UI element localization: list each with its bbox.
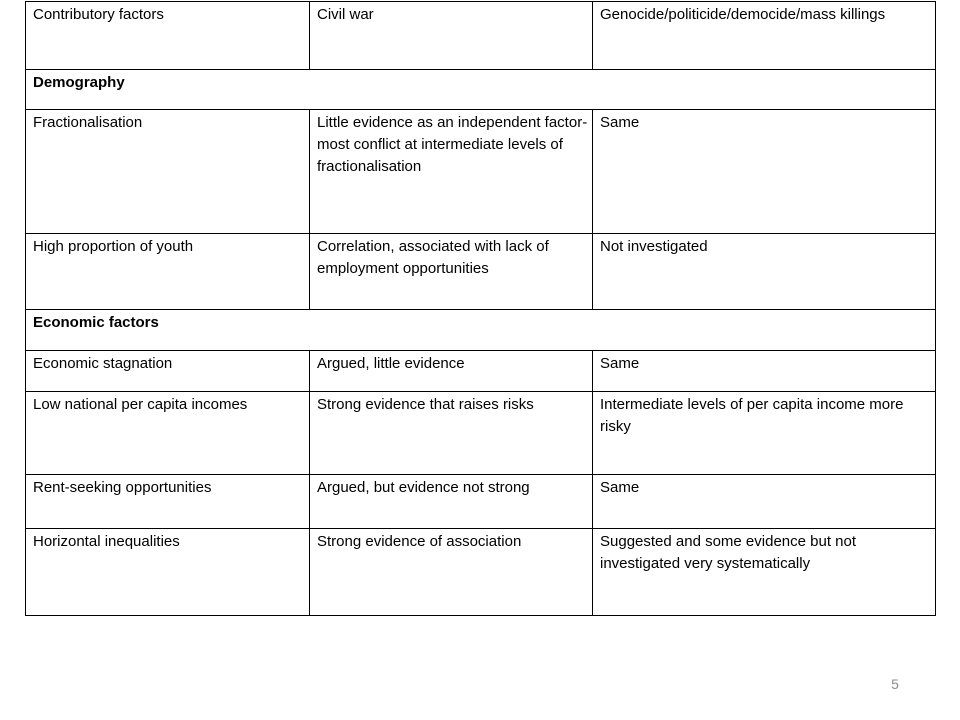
genocide-cell: Not investigated <box>593 234 936 310</box>
genocide-cell: Same <box>593 110 936 234</box>
genocide-cell: Same <box>593 475 936 529</box>
genocide-cell: Suggested and some evidence but not investigated very systematically <box>593 529 936 616</box>
genocide-cell: Same <box>593 351 936 392</box>
civil-war-cell: Argued, little evidence <box>310 351 593 392</box>
civil-war-cell: Correlation, associated with lack of employment opportunities <box>310 234 593 310</box>
header-cell-civil-war: Civil war <box>310 2 593 70</box>
table-row <box>26 351 936 392</box>
civil-war-cell: Strong evidence of association <box>310 529 593 616</box>
civil-war-cell: Strong evidence that raises risks <box>310 392 593 475</box>
factor-cell: Fractionalisation <box>26 110 310 234</box>
table-row <box>26 234 936 310</box>
section-title: Economic factors <box>26 310 936 351</box>
table-row <box>26 392 936 475</box>
factor-cell: High proportion of youth <box>26 234 310 310</box>
table-row <box>26 475 936 529</box>
genocide-cell: Intermediate levels of per capita income more risky <box>593 392 936 475</box>
section-row-economic-factors <box>26 310 936 351</box>
page-number: 5 <box>891 676 899 692</box>
civil-war-cell: Little evidence as an independent factor-most conflict at intermediate levels of fractionalisation <box>310 110 593 234</box>
header-cell-factors: Contributory factors <box>26 2 310 70</box>
header-cell-genocide: Genocide/politicide/democide/mass killings <box>593 2 936 70</box>
factor-cell: Low national per capita incomes <box>26 392 310 475</box>
factor-cell: Rent-seeking opportunities <box>26 475 310 529</box>
section-title: Demography <box>26 70 936 110</box>
factor-cell: Horizontal inequalities <box>26 529 310 616</box>
table-row <box>26 529 936 616</box>
section-row-demography <box>26 70 936 110</box>
factor-cell: Economic stagnation <box>26 351 310 392</box>
table-row <box>26 110 936 234</box>
table-header-row <box>26 2 936 70</box>
civil-war-cell: Argued, but evidence not strong <box>310 475 593 529</box>
factors-table <box>25 1 936 616</box>
